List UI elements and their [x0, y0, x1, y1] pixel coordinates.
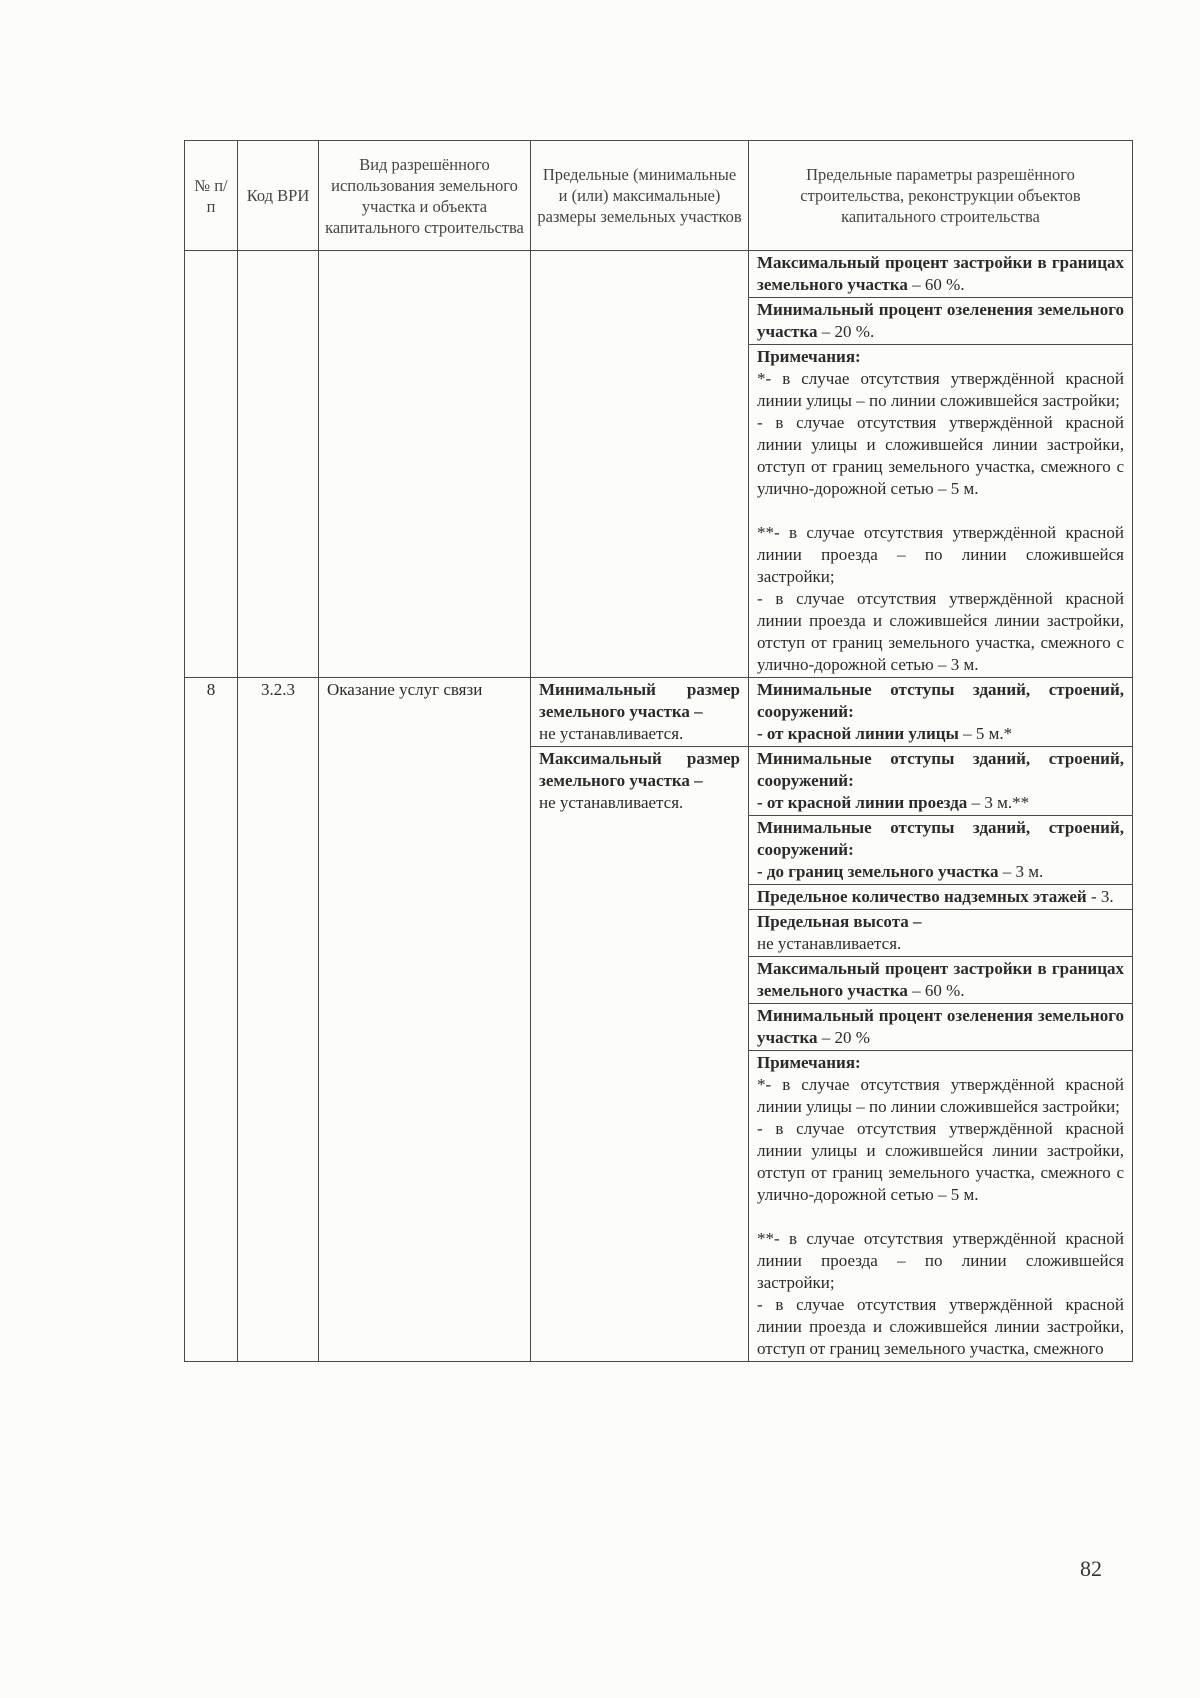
header-sizes: Предельные (минимальные и (или) максимальные) размеры земельных участков: [531, 141, 749, 251]
row8-param-build-percent: Максимальный процент застройки в границах земельного участка – 60 %.: [749, 957, 1133, 1004]
row8-param-height: Предельная высота – не устанавливается.: [749, 910, 1133, 957]
row8-param-passage-setback: Минимальные отступы зданий, строений, сооружений: - от красной линии проезда – 3 м.**: [749, 747, 1133, 816]
cont-notes: Примечания: *- в случае отсутствия утверждённой красной линии улицы – по линии сложившейся застройки; - в случае отсутствия утверждённой красной линии улицы и сложившейся линии застройки, отступ от границ земельного участка, смежного с улично-дорожной сетью – 5 м. **- в случае отсутствия утверждённой красной линии проезда – по линии сложившейся застройки; - в случае отсутствия утверждённой красной линии проезда и сложившейся линии застройки, отступ от границ земельного участка, смежного с улично-дорожной сетью – 3 м.: [749, 345, 1133, 678]
table-row: [185, 251, 1133, 298]
header-use: Вид разрешённого использования земельного участка и объекта капитального строительства: [319, 141, 531, 251]
header-params: Предельные параметры разрешённого строительства, реконструкции объектов капитального строительства: [749, 141, 1133, 251]
row8-notes: Примечания: *- в случае отсутствия утверждённой красной линии улицы – по линии сложившейся застройки; - в случае отсутствия утверждённой красной линии улицы и сложившейся линии застройки, отступ от границ земельного участка, смежного с улично-дорожной сетью – 5 м. **- в случае отсутствия утверждённой красной линии проезда – по линии сложившейся застройки; - в случае отсутствия утверждённой красной линии проезда и сложившейся линии застройки, отступ от границ земельного участка, смежного: [749, 1051, 1133, 1362]
row8-max-size: Максимальный размер земельного участка – не устанавливается.: [531, 747, 749, 1362]
table-header-row: [185, 141, 1133, 251]
header-code: Код ВРИ: [238, 141, 319, 251]
row8-min-size: Минимальный размер земельного участка – не устанавливается.: [531, 678, 749, 747]
cont-use-cell: [319, 251, 531, 678]
table-row: [185, 678, 1133, 747]
cont-num-cell: [185, 251, 238, 678]
row8-code: 3.2.3: [238, 678, 319, 1362]
page-number: 82: [1080, 1556, 1102, 1581]
row8-param-floors: Предельное количество надземных этажей - 3.: [749, 885, 1133, 910]
row8-param-street-setback: Минимальные отступы зданий, строений, сооружений: - от красной линии улицы – 5 м.*: [749, 678, 1133, 747]
cont-param-green-percent: Минимальный процент озеленения земельного участка – 20 %.: [749, 298, 1133, 345]
row8-param-green-percent: Минимальный процент озеленения земельного участка – 20 %: [749, 1004, 1133, 1051]
cont-param-build-percent: Максимальный процент застройки в границах земельного участка – 60 %.: [749, 251, 1133, 298]
row8-use: Оказание услуг связи: [319, 678, 531, 1362]
cont-code-cell: [238, 251, 319, 678]
row8-num: 8: [185, 678, 238, 1362]
zoning-table: [184, 140, 1133, 1362]
header-num: № п/п: [185, 141, 238, 251]
cont-size-cell: [531, 251, 749, 678]
row8-param-boundary-setback: Минимальные отступы зданий, строений, сооружений: - до границ земельного участка – 3 м.: [749, 816, 1133, 885]
